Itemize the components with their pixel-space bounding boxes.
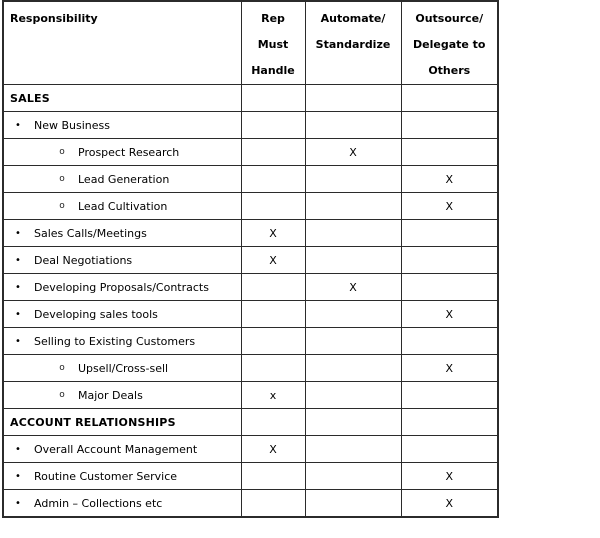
item-label: Lead Generation	[78, 172, 170, 186]
section-row	[3, 409, 498, 436]
outsource-mark-cell	[401, 139, 498, 166]
circle-bullet-icon: o	[59, 174, 65, 184]
x-mark: X	[445, 172, 454, 186]
x-mark: X	[269, 442, 277, 456]
automate-mark-cell	[305, 301, 401, 328]
table-row	[3, 139, 498, 166]
rep-mark-cell	[241, 409, 305, 436]
automate-mark-cell	[305, 355, 401, 382]
automate-mark-cell	[305, 382, 401, 409]
x-mark: X	[269, 253, 277, 267]
automate-mark-cell	[305, 220, 401, 247]
responsibility-cell	[3, 409, 241, 436]
outsource-mark-cell	[401, 166, 498, 193]
col-header-label-line: Automate/	[320, 12, 386, 25]
x-mark: X	[445, 361, 454, 375]
rep-mark-cell	[241, 247, 305, 274]
item-line	[4, 463, 241, 489]
col-header-label-line: Must	[257, 38, 289, 51]
rep-mark-cell	[241, 328, 305, 355]
section-label: ACCOUNT RELATIONSHIPS	[10, 415, 176, 429]
item-label: Selling to Existing Customers	[34, 334, 196, 348]
responsibility-cell	[3, 139, 241, 166]
rep-mark-cell	[241, 139, 305, 166]
rep-mark-cell	[241, 166, 305, 193]
col-header-label-line: Delegate to	[413, 38, 486, 51]
col-header-label-line: Outsource/	[415, 12, 484, 25]
responsibility-cell	[3, 355, 241, 382]
responsibility-cell	[3, 463, 241, 490]
automate-mark-cell	[305, 328, 401, 355]
rep-mark-cell	[241, 112, 305, 139]
x-mark: X	[445, 199, 454, 213]
outsource-mark-cell	[401, 247, 498, 274]
col-header-label-line: Rep	[261, 12, 285, 25]
item-line	[4, 247, 241, 273]
disc-bullet-icon: •	[15, 254, 21, 266]
col-header-label-line: Standardize	[315, 38, 391, 51]
item-line	[4, 301, 241, 327]
col-header-responsibility	[3, 1, 241, 85]
item-label: Prospect Research	[78, 145, 180, 159]
item-line	[4, 355, 241, 381]
outsource-mark-cell	[401, 220, 498, 247]
item-line	[4, 193, 241, 219]
automate-mark-cell	[305, 85, 401, 112]
disc-bullet-icon: •	[15, 308, 21, 320]
rep-mark-cell	[241, 301, 305, 328]
responsibility-cell	[3, 166, 241, 193]
item-line	[4, 139, 241, 165]
x-mark: X	[445, 469, 454, 483]
automate-mark-cell	[305, 490, 401, 518]
automate-mark-cell	[305, 166, 401, 193]
outsource-mark-cell	[401, 355, 498, 382]
outsource-mark-cell	[401, 382, 498, 409]
x-mark: X	[269, 226, 277, 240]
outsource-mark-cell	[401, 112, 498, 139]
responsibility-cell	[3, 247, 241, 274]
disc-bullet-icon: •	[15, 470, 21, 482]
table-row	[3, 301, 498, 328]
responsibility-cell	[3, 490, 241, 518]
table-row	[3, 436, 498, 463]
circle-bullet-icon: o	[59, 390, 65, 400]
disc-bullet-icon: •	[15, 443, 21, 455]
outsource-mark-cell	[401, 436, 498, 463]
rep-mark-cell	[241, 193, 305, 220]
rep-mark-cell	[241, 220, 305, 247]
automate-mark-cell	[305, 409, 401, 436]
automate-mark-cell	[305, 193, 401, 220]
responsibility-cell	[3, 274, 241, 301]
item-label: Upsell/Cross-sell	[78, 361, 169, 375]
automate-mark-cell	[305, 139, 401, 166]
responsibility-table	[2, 0, 499, 518]
rep-mark-cell	[241, 436, 305, 463]
disc-bullet-icon: •	[15, 119, 21, 131]
table-row	[3, 382, 498, 409]
col-header-label: Responsibility	[10, 12, 98, 25]
item-line	[4, 166, 241, 192]
item-line	[4, 382, 241, 408]
automate-mark-cell	[305, 436, 401, 463]
rep-mark-cell	[241, 85, 305, 112]
responsibility-cell	[3, 328, 241, 355]
outsource-mark-cell	[401, 274, 498, 301]
disc-bullet-icon: •	[15, 497, 21, 509]
col-header-label-line: Handle	[251, 64, 295, 77]
table-row	[3, 247, 498, 274]
outsource-mark-cell	[401, 490, 498, 518]
section-label: SALES	[10, 91, 50, 105]
disc-bullet-icon: •	[15, 335, 21, 347]
item-label: Developing Proposals/Contracts	[34, 280, 209, 294]
table-row	[3, 166, 498, 193]
rep-mark-cell	[241, 355, 305, 382]
table-row	[3, 328, 498, 355]
responsibility-cell	[3, 220, 241, 247]
disc-bullet-icon: •	[15, 227, 21, 239]
table-row	[3, 463, 498, 490]
disc-bullet-icon: •	[15, 281, 21, 293]
rep-mark-cell	[241, 274, 305, 301]
x-mark: X	[349, 280, 357, 294]
responsibility-cell	[3, 301, 241, 328]
item-line	[4, 490, 241, 516]
automate-mark-cell	[305, 247, 401, 274]
outsource-mark-cell	[401, 193, 498, 220]
item-label: Sales Calls/Meetings	[34, 226, 147, 240]
responsibility-cell	[3, 85, 241, 112]
automate-mark-cell	[305, 463, 401, 490]
item-line	[4, 274, 241, 300]
outsource-mark-cell	[401, 409, 498, 436]
rep-mark-cell	[241, 463, 305, 490]
automate-mark-cell	[305, 274, 401, 301]
outsource-mark-cell	[401, 463, 498, 490]
responsibility-cell	[3, 436, 241, 463]
table-row	[3, 112, 498, 139]
outsource-mark-cell	[401, 301, 498, 328]
x-mark: X	[445, 307, 454, 321]
x-mark: X	[349, 145, 357, 159]
header-row	[3, 1, 498, 85]
item-label: Admin – Collections etc	[34, 496, 163, 510]
rep-mark-cell	[241, 382, 305, 409]
circle-bullet-icon: o	[59, 201, 65, 211]
circle-bullet-icon: o	[59, 147, 65, 157]
responsibility-cell	[3, 112, 241, 139]
item-label: Deal Negotiations	[34, 253, 133, 267]
item-label: Developing sales tools	[34, 307, 158, 321]
outsource-mark-cell	[401, 85, 498, 112]
col-header-automate-standardize	[305, 1, 401, 85]
item-label: Routine Customer Service	[34, 469, 178, 483]
col-header-outsource-delegate	[401, 1, 498, 85]
table-row	[3, 193, 498, 220]
section-row	[3, 85, 498, 112]
x-mark: x	[269, 388, 277, 402]
automate-mark-cell	[305, 112, 401, 139]
item-line	[4, 328, 241, 354]
table-row	[3, 355, 498, 382]
col-header-rep-must-handle	[241, 1, 305, 85]
item-label: Major Deals	[78, 388, 143, 402]
table-body	[3, 85, 498, 518]
circle-bullet-icon: o	[59, 363, 65, 373]
item-label: Lead Cultivation	[78, 199, 168, 213]
rep-mark-cell	[241, 490, 305, 518]
outsource-mark-cell	[401, 328, 498, 355]
item-label: New Business	[34, 118, 110, 132]
table-row	[3, 490, 498, 518]
x-mark: X	[445, 496, 454, 510]
item-line	[4, 112, 241, 138]
col-header-label-line: Others	[428, 64, 471, 77]
item-line	[4, 220, 241, 246]
item-label: Overall Account Management	[34, 442, 198, 456]
table-row	[3, 274, 498, 301]
responsibility-cell	[3, 382, 241, 409]
table-row	[3, 220, 498, 247]
responsibility-cell	[3, 193, 241, 220]
item-line	[4, 436, 241, 462]
